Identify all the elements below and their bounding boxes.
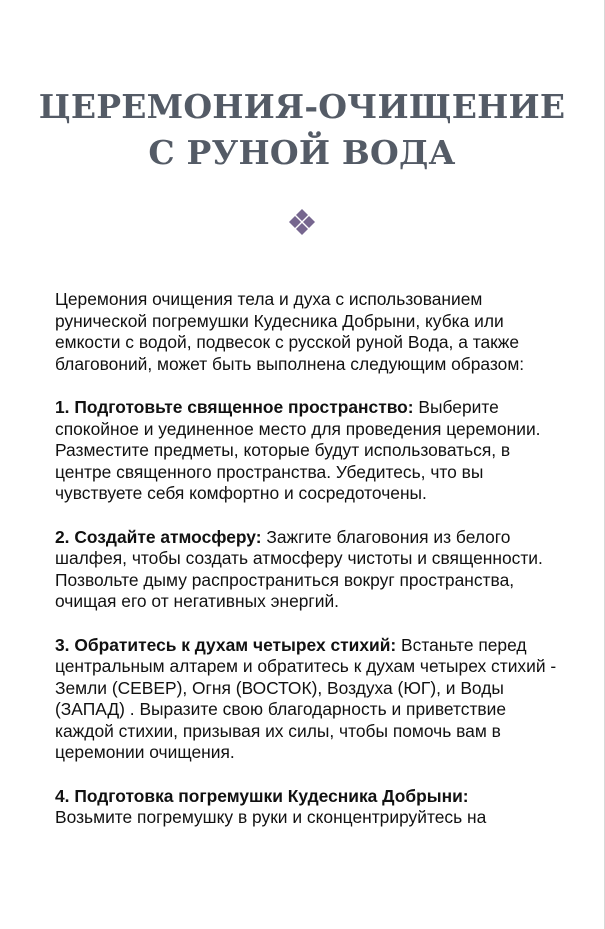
step-text: Выберите спокойное и уединенное место для проведения церемонии. Разместите предметы, которые будут использоваться, в центре священного пространства. Убедитесь, что вы чувствуете себя комфортно и сосредоточены.: [55, 396, 541, 504]
step-paragraph: [55, 527, 565, 613]
step-heading: 3. Обратитесь к духам четырех стихий:: [55, 634, 397, 655]
intro-paragraph: Церемония очищения тела и духа с использованием рунической погремушки Кудесника Добрыни, кубка или емкости с водой, подвесок с русской руной Вода, а также благовоний, может быть выполнена следующим образом:: [55, 289, 525, 374]
step-paragraph: [55, 786, 565, 829]
page-title: ЦЕРЕМОНИЯ-ОЧИЩЕНИЕ С РУНОЙ ВОДА: [38, 87, 566, 172]
step-heading: 2. Создайте атмосферу:: [55, 526, 262, 547]
step-paragraph: [55, 635, 565, 765]
article-body: [55, 289, 565, 850]
step-text: Зажгите благовония из белого шалфея, чтобы создать атмосферу чистоты и священности. Позвольте дыму распространиться вокруг пространства, очищая его от негативных энергий.: [55, 526, 543, 612]
step-text: Возьмите погремушку в руки и сконцентрируйтесь на: [55, 807, 487, 828]
diamond-ornament-icon: [286, 206, 318, 238]
step-paragraph: [55, 397, 565, 505]
step-heading: 4. Подготовка погремушки Кудесника Добрыни:: [55, 785, 469, 806]
step-heading: 1. Подготовьте священное пространство:: [55, 396, 414, 417]
step-text: Встаньте перед центральным алтарем и обратитесь к духам четырех стихий - Земли (СЕВЕР), Огня (ВОСТОК), Воздуха (ЮГ), и Воды (ЗАПАД) . Выразите свою благодарность и приветствие каждой стихии, призывая их силы, чтобы помочь вам в церемонии очищения.: [55, 634, 557, 763]
